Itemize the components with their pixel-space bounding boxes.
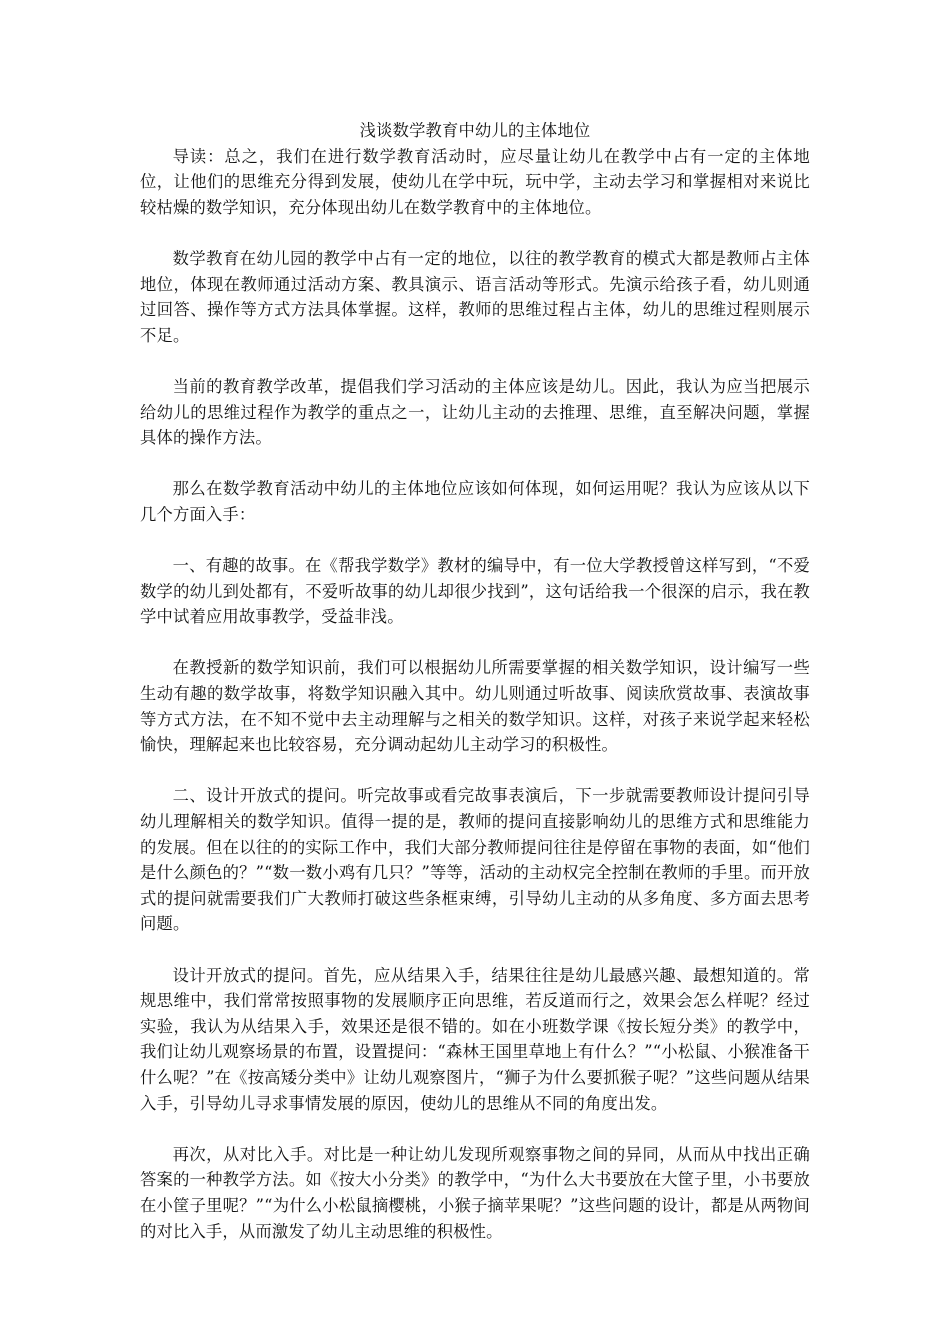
paragraph: 在教授新的数学知识前，我们可以根据幼儿所需要掌握的相关数学知识，设计编写一些生动有趣的数学故事，将数学知识融入其中。幼儿则通过听故事、阅读欣赏故事、表演故事等方式方法，在不知不觉中去主动理解与之相关的数学知识。这样，对孩子来说学起来轻松愉快，理解起来也比较容易，充分调动起幼儿主动学习的积极性。 — [140, 658, 810, 755]
paragraph-intro: 导读：总之，我们在进行数学教育活动时，应尽量让幼儿在教学中占有一定的主体地位，让他们的思维充分得到发展，使幼儿在学中玩，玩中学，主动去学习和掌握相对来说比较枯燥的数学知识，充分体现出幼儿在数学教育中的主体地位。 — [140, 146, 810, 217]
paragraph: 二、设计开放式的提问。听完故事或看完故事表演后，下一步就需要教师设计提问引导幼儿理解相关的数学知识。值得一提的是，教师的提问直接影响幼儿的思维方式和思维能力的发展。但在以往的的实际工作中，我们大部分教师提问往往是停留在事物的表面，如“他们是什么颜色的？”“数一数小鸡有几只？”等等，活动的主动权完全控制在教师的手里。而开放式的提问就需要我们广大教师打破这些条框束缚，引导幼儿主动的从多角度、多方面去思考问题。 — [140, 786, 810, 934]
paragraph: 再次，从对比入手。对比是一种让幼儿发现所观察事物之间的异同，从而从中找出正确答案的一种教学方法。如《按大小分类》的教学中，“为什么大书要放在大筐子里，小书要放在小筐子里呢？”“为什么小松鼠摘樱桃，小猴子摘苹果呢？”这些问题的设计，都是从两物间的对比入手，从而激发了幼儿主动思维的积极性。 — [140, 1144, 810, 1241]
paragraph: 设计开放式的提问。首先，应从结果入手，结果往往是幼儿最感兴趣、最想知道的。常规思维中，我们常常按照事物的发展顺序正向思维，若反道而行之，效果会怎么样呢？经过实验，我认为从结果入手，效果还是很不错的。如在小班数学课《按长短分类》的教学中，我们让幼儿观察场景的布置，设置提问：“森林王国里草地上有什么？”“小松鼠、小猴准备干什么呢？”在《按高矮分类中》让幼儿观察图片，“狮子为什么要抓猴子呢？”这些问题从结果入手，引导幼儿寻求事情发展的原因，使幼儿的思维从不同的角度出发。 — [140, 965, 810, 1113]
paragraph: 当前的教育教学改革，提倡我们学习活动的主体应该是幼儿。因此，我认为应当把展示给幼儿的思维过程作为教学的重点之一，让幼儿主动的去推理、思维，直至解决问题，掌握具体的操作方法。 — [140, 376, 810, 448]
paragraph: 一、有趣的故事。在《帮我学数学》教材的编导中，有一位大学教授曾这样写到，“不爱数学的幼儿到处都有，不爱听故事的幼儿却很少找到”，这句话给我一个很深的启示，我在教学中试着应用故事教学，受益非浅。 — [140, 556, 810, 627]
paragraph: 数学教育在幼儿园的教学中占有一定的地位，以往的教学教育的模式大都是教师占主体地位，体现在教师通过活动方案、教具演示、语言活动等形式。先演示给孩子看，幼儿则通过回答、操作等方式方法具体掌握。这样，教师的思维过程占主体，幼儿的思维过程则展示不足。 — [140, 248, 810, 345]
document-page — [140, 118, 810, 1270]
paragraph: 那么在数学教育活动中幼儿的主体地位应该如何体现，如何运用呢？我认为应该从以下几个方面入手： — [140, 479, 810, 524]
document-title: 浅谈数学教育中幼儿的主体地位 — [359, 121, 591, 140]
